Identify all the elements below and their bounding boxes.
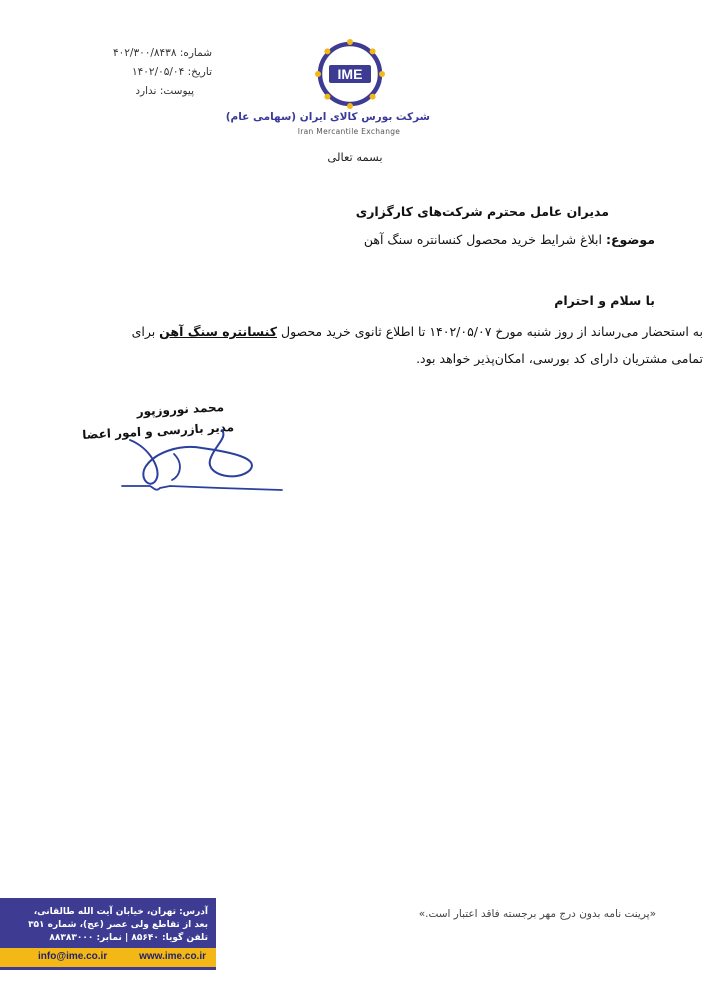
body-part-1: به استحضار می‌رساند از روز شنبه مورخ ۱۴۰۲/۰۵/۰۷ تا اطلاع ثانوی خرید محصول bbox=[277, 324, 703, 339]
signer-name: محمد نوروزپور bbox=[136, 400, 225, 419]
letter-attachment-row bbox=[80, 82, 212, 101]
greeting-line: با سلام و احترام bbox=[554, 293, 655, 308]
letter-date-row bbox=[80, 63, 212, 82]
body-part-2: برای bbox=[131, 324, 160, 339]
letter-number-row bbox=[80, 44, 212, 63]
logo-text: IME bbox=[337, 66, 363, 82]
address-line-1: آدرس: تهران، خیابان آیت الله طالقانی، bbox=[33, 907, 208, 917]
recipients-line: مدیران عامل محترم شرکت‌های کارگزاری bbox=[355, 204, 609, 219]
letter-number-label: شماره: bbox=[179, 47, 212, 59]
letter-attachment-value: ندارد bbox=[135, 85, 157, 97]
ime-logo bbox=[314, 38, 386, 110]
signer-title: مدیر بازرسی و امور اعضا bbox=[81, 420, 235, 442]
letter-body-line-1 bbox=[63, 318, 703, 345]
email-link[interactable]: info@ime.co.ir bbox=[38, 951, 108, 962]
footer-contact-box bbox=[0, 898, 216, 970]
letter-date-label: تاریخ: bbox=[187, 66, 212, 78]
footer-address bbox=[8, 906, 208, 945]
bismillah-heading: بسمه تعالی bbox=[327, 150, 383, 164]
brand-name-fa: شرکت بورس کالای ایران (سهامی عام) bbox=[225, 111, 430, 123]
address-line-2: بعد از تقاطع ولی عصر (عج)، شماره ۳۵۱ bbox=[28, 920, 208, 930]
letter-body-line-2: تمامی مشتریان دارای کد بورسی، امکان‌پذیر خواهد بود. bbox=[416, 351, 703, 366]
letter-meta bbox=[80, 44, 212, 101]
subject-text: ابلاغ شرایط خرید محصول کنسانتره سنگ آهن bbox=[363, 232, 602, 247]
subject-label: موضوع: bbox=[605, 232, 655, 247]
letter-date-value: ۱۴۰۲/۰۵/۰۴ bbox=[132, 66, 185, 78]
brand-name-en: Iran Mercantile Exchange bbox=[297, 127, 401, 136]
website-link[interactable]: www.ime.co.ir bbox=[139, 951, 206, 962]
handwritten-signature bbox=[110, 418, 290, 498]
subject-line bbox=[364, 232, 655, 247]
validity-disclaimer: «پرینت نامه بدون درج مهر برجسته فاقد اعتبار است.» bbox=[418, 908, 656, 920]
address-line-3: تلفن گویا: ۸۵۶۴۰ | نمابر: ۸۸۳۸۳۰۰۰ bbox=[49, 933, 208, 943]
letter-number-value: ۴۰۲/۳۰۰/۸۴۳۸ bbox=[112, 47, 177, 59]
letter-body bbox=[63, 318, 703, 372]
body-highlight: کنسانتره سنگ آهن bbox=[159, 324, 278, 339]
letter-attachment-label: پیوست: bbox=[159, 85, 194, 97]
